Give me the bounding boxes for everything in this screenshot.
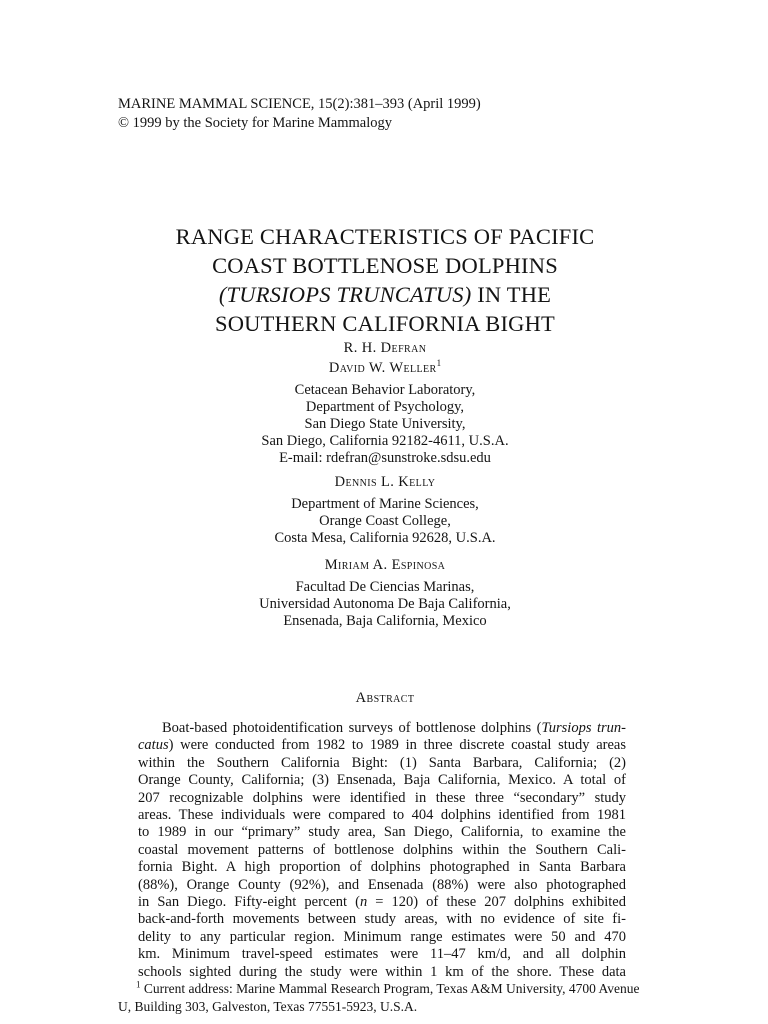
journal-citation: MARINE MAMMAL SCIENCE, 15(2):381–393 (April 1999) — [118, 96, 481, 112]
math-variable: n — [359, 894, 368, 911]
abstract-line: areas. These individuals were compared to 404 dolphins identified from 1981 — [138, 807, 626, 824]
footnote-line: U, Building 303, Galveston, Texas 77551-5923, U.S.A. — [118, 999, 418, 1014]
abstract-line: (88%), Orange County (92%), and Ensenada (88%) were also photographed — [138, 876, 626, 893]
affiliation-line: San Diego State University, — [304, 416, 466, 432]
abstract-line: fornia Bight. A high proportion of dolphins photographed in Santa Barbara — [138, 859, 626, 876]
abstract-line: back-and-forth movements between study areas, with no evidence of site fi- — [138, 911, 626, 928]
title-line: SOUTHERN CALIFORNIA BIGHT — [214, 311, 555, 336]
author-name: David W. Weller — [328, 360, 437, 376]
affiliation-line: Costa Mesa, California 92628, U.S.A. — [274, 530, 496, 546]
copyright-line: © 1999 by the Society for Marine Mammalogy — [118, 115, 392, 131]
affiliation-line: Department of Marine Sciences, — [291, 496, 479, 512]
abstract-line: km. Minimum travel-speed estimates were 11–47 km/d, and all dolphin — [138, 946, 626, 963]
abstract-line — [138, 894, 626, 911]
affiliation-line: Orange Coast College, — [319, 513, 451, 529]
affiliation — [100, 496, 670, 547]
author-name-line — [100, 360, 670, 377]
author-name: R. H. Defran — [343, 340, 427, 356]
abstract-text: in San Diego. Fifty-eight percent ( — [138, 894, 360, 911]
footnote-line — [118, 980, 658, 998]
abstract-text: = 120) of these 207 dolphins exhibited — [367, 894, 626, 911]
footnote — [118, 980, 658, 1016]
affiliation — [100, 579, 670, 630]
species-name: Tursiops trun- — [541, 720, 626, 736]
abstract-line: within the Southern California Bight: (1) Santa Barbara, California; (2) — [138, 754, 626, 771]
title-line: RANGE CHARACTERISTICS OF PACIFIC — [175, 224, 595, 249]
species-name: (TURSIOPS TRUNCATUS) — [218, 282, 472, 307]
author-block-2 — [100, 474, 670, 547]
author-block-1 — [100, 340, 670, 467]
abstract-heading: Abstract — [355, 690, 415, 706]
abstract-body — [138, 720, 626, 981]
abstract-line: schools sighted during the study were within 1 km of the shore. These data — [138, 963, 626, 980]
abstract-line — [138, 737, 626, 754]
affiliation-line: Facultad De Ciencias Marinas, — [295, 579, 475, 595]
footnote-marker: 1 — [436, 358, 442, 369]
affiliation-line: Cetacean Behavior Laboratory, — [294, 382, 476, 398]
email-line: E-mail: rdefran@sunstroke.sdsu.edu — [279, 450, 491, 466]
abstract-line — [138, 720, 626, 737]
footnote-marker: 1 — [136, 979, 141, 990]
author-name: Dennis L. Kelly — [334, 474, 436, 490]
affiliation-line: Ensenada, Baja California, Mexico — [283, 613, 487, 629]
title-line — [100, 280, 670, 309]
abstract-text: ) were conducted from 1982 to 1989 in three discrete coastal study areas — [168, 737, 626, 754]
abstract-line: Orange County, California; (3) Ensenada, Baja California, Mexico. A total of — [138, 772, 626, 789]
affiliation-line: San Diego, California 92182-4611, U.S.A. — [261, 433, 509, 449]
affiliation-line: Universidad Autonoma De Baja California, — [259, 596, 511, 612]
author-block-3 — [100, 557, 670, 630]
affiliation-line: Department of Psychology, — [305, 399, 465, 415]
footnote-text: Current address: Marine Mammal Research Program, Texas A&M University, 4700 Avenue — [140, 981, 640, 996]
paper-title — [100, 222, 670, 338]
title-line: COAST BOTTLENOSE DOLPHINS — [212, 253, 558, 278]
species-name: catus — [138, 737, 169, 754]
abstract-line: 207 recognizable dolphins were identified in these three “secondary” study — [138, 789, 626, 806]
abstract-line: coastal movement patterns of bottlenose dolphins within the Southern Cali- — [138, 841, 626, 858]
author-name: Miriam A. Espinosa — [324, 557, 446, 573]
journal-header — [118, 95, 481, 133]
affiliation — [100, 382, 670, 467]
abstract-text: Boat-based photoidentification surveys of bottlenose dolphins ( — [162, 720, 542, 736]
abstract-line: delity to any particular region. Minimum range estimates were 50 and 470 — [138, 928, 626, 945]
abstract-line: to 1989 in our “primary” study area, San Diego, California, to examine the — [138, 824, 626, 841]
title-line-rest: IN THE — [471, 282, 552, 307]
